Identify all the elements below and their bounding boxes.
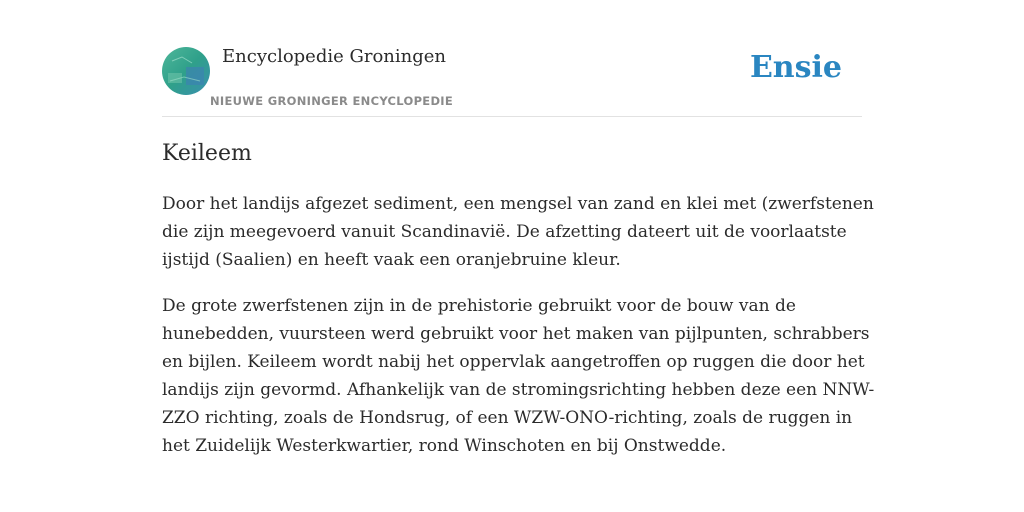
site-logo-avatar[interactable]	[162, 47, 210, 95]
article-paragraph	[162, 292, 875, 460]
site-header	[162, 46, 862, 117]
paragraph-line: hunebedden, vuursteen werd gebruikt voor het maken van pijlpunten, schrabbers	[162, 324, 870, 344]
map-thumbnail-icon	[162, 47, 210, 95]
article	[162, 138, 875, 478]
article-title: Keileem	[162, 141, 252, 166]
paragraph-line: ijstijd (Saalien) en heeft vaak een oranjebruine kleur.	[162, 250, 621, 270]
paragraph-line: ZZO richting, zoals de Hondsrug, of een WZW-ONO-richting, zoals de ruggen in	[162, 408, 853, 428]
paragraph-line: landijs zijn gevormd. Afhankelijk van de stromingsrichting hebben deze een NNW-	[162, 380, 875, 400]
paragraph-line: De grote zwerfstenen zijn in de prehistorie gebruikt voor de bouw van de	[162, 296, 796, 316]
site-name-link[interactable]: Encyclopedie Groningen	[222, 46, 447, 67]
paragraph-line: het Zuidelijk Westerkwartier, rond Winschoten en bij Onstwedde.	[162, 436, 727, 456]
ensie-brand-logo[interactable]: Ensie	[749, 50, 842, 85]
paragraph-line: die zijn meegevoerd vanuit Scandinavië. De afzetting dateert uit de voorlaatste	[162, 222, 847, 242]
site-tagline: NIEUWE GRONINGER ENCYCLOPEDIE	[210, 94, 454, 108]
article-paragraph	[162, 190, 874, 274]
paragraph-line: en bijlen. Keileem wordt nabij het oppervlak aangetroffen op ruggen die door het	[162, 352, 865, 372]
paragraph-line: Door het landijs afgezet sediment, een mengsel van zand en klei met (zwerfstenen	[162, 194, 874, 214]
